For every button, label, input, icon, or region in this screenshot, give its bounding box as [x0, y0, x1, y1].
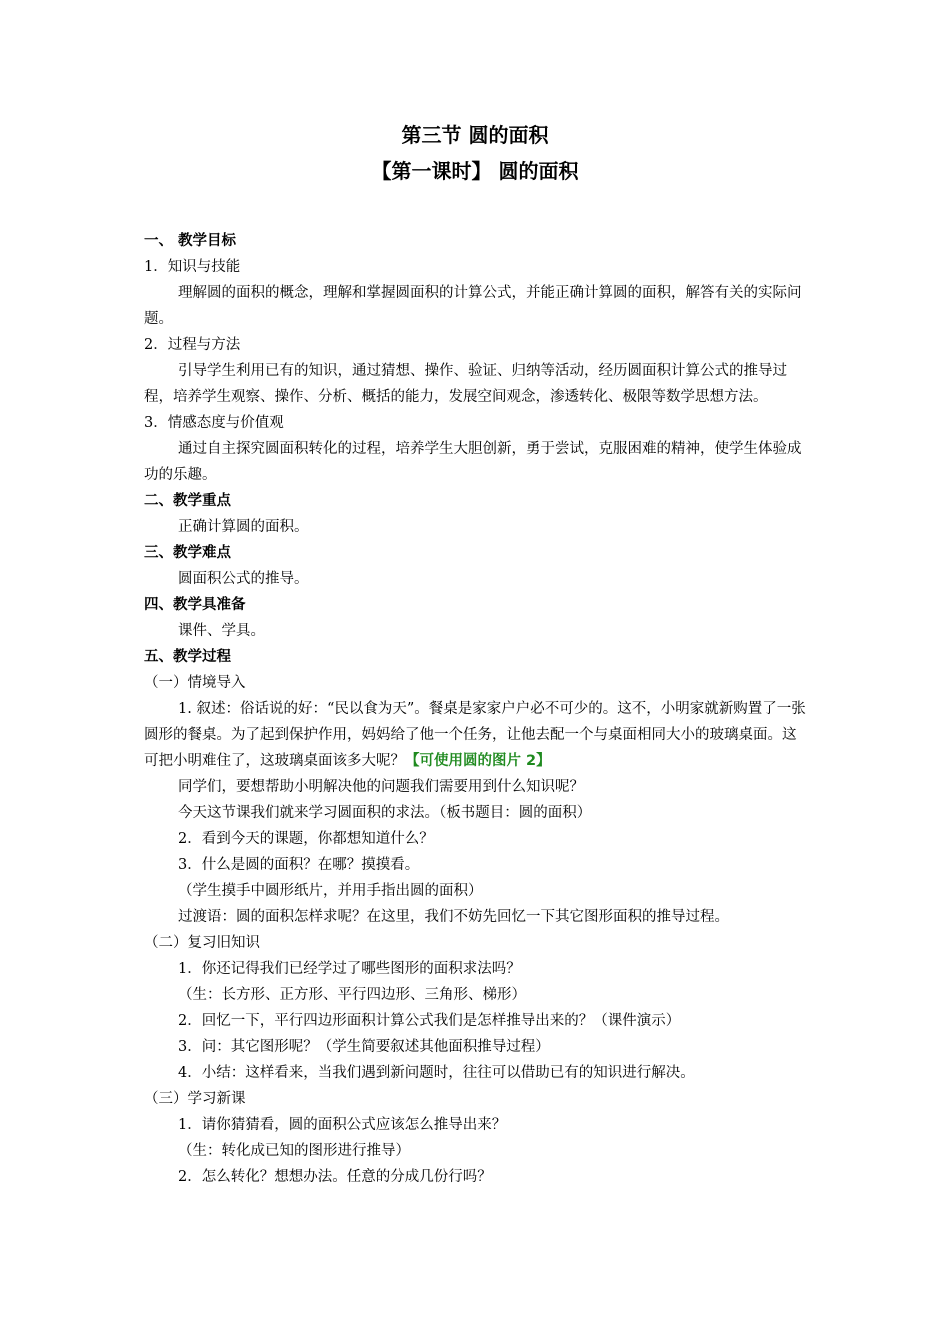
paragraph: 3．问：其它图形呢？（学生简要叙述其他面积推导过程）: [178, 1039, 550, 1055]
subsection-heading: （三）学习新课: [144, 1091, 246, 1107]
section-heading: 三、教学难点: [144, 545, 231, 561]
paragraph: 引导学生利用已有的知识，通过猜想、操作、验证、归纳等活动，经历圆面积计算公式的推导过程，培养学生观察、操作、分析、概括的能力，发展空间观念，渗透转化、极限等数学思想方法。: [144, 363, 787, 405]
section-heading: 五、教学过程: [144, 649, 231, 665]
paragraph: [144, 696, 808, 774]
paragraph: 通过自主探究圆面积转化的过程，培养学生大胆创新，勇于尝试，克服困难的精神，使学生体验成功的乐趣。: [144, 441, 802, 483]
document-body: [144, 228, 808, 1190]
page-title: 第三节 圆的面积: [401, 123, 549, 147]
paragraph: （学生摸手中圆形纸片，并用手指出圆的面积）: [178, 883, 483, 899]
paragraph: 3．什么是圆的面积？在哪？摸摸看。: [178, 857, 420, 873]
paragraph: 今天这节课我们就来学习圆面积的求法。（板书题目：圆的面积）: [178, 805, 592, 821]
section-heading: 二、教学重点: [144, 493, 231, 509]
resource-note: 【可使用圆的图片 2】: [405, 753, 551, 769]
paragraph: 2．怎么转化？想想办法。任意的分成几份行吗？: [178, 1169, 492, 1185]
paragraph: （生：转化成已知的图形进行推导）: [178, 1143, 410, 1159]
section-heading: 四、教学具准备: [144, 597, 246, 613]
subsection-heading: 1．知识与技能: [144, 259, 241, 275]
page-subtitle: 【第一课时】 圆的面积: [371, 159, 579, 183]
paragraph: 过渡语：圆的面积怎样求呢？在这里，我们不妨先回忆一下其它图形面积的推导过程。: [178, 909, 729, 925]
paragraph: 1．请你猜猜看，圆的面积公式应该怎么推导出来？: [178, 1117, 507, 1133]
paragraph: 同学们，要想帮助小明解决他的问题我们需要用到什么知识呢？: [178, 779, 584, 795]
paragraph: （生：长方形、正方形、平行四边形、三角形、梯形）: [178, 987, 526, 1003]
paragraph: 正确计算圆的面积。: [178, 519, 309, 535]
paragraph: 1．你还记得我们已经学过了哪些图形的面积求法吗？: [178, 961, 521, 977]
paragraph-text: 1. 叙述：俗话说的好：“民以食为天”。餐桌是家家户户必不可少的。这不，小明家就新购置了一张圆形的餐桌。为了起到保护作用，妈妈给了他一个任务，让他去配一个与桌面相同大小的玻璃桌面。这可把小明难住了，这玻璃桌面该多大呢？: [144, 701, 806, 769]
paragraph: 圆面积公式的推导。: [178, 571, 309, 587]
subsection-heading: 2．过程与方法: [144, 337, 241, 353]
subsection-heading: （一）情境导入: [144, 675, 246, 691]
section-heading: 一、 教学目标: [144, 233, 237, 249]
paragraph: 2．回忆一下，平行四边形面积计算公式我们是怎样推导出来的？（课件演示）: [178, 1013, 681, 1029]
subsection-heading: （二）复习旧知识: [144, 935, 260, 951]
paragraph: 2．看到今天的课题，你都想知道什么？: [178, 831, 434, 847]
paragraph: 课件、学具。: [178, 623, 265, 639]
paragraph: 4．小结：这样看来，当我们遇到新问题时，往往可以借助已有的知识进行解决。: [178, 1065, 695, 1081]
subsection-heading: 3．情感态度与价值观: [144, 415, 284, 431]
paragraph: 理解圆的面积的概念，理解和掌握圆面积的计算公式，并能正确计算圆的面积，解答有关的实际问题。: [144, 285, 802, 327]
